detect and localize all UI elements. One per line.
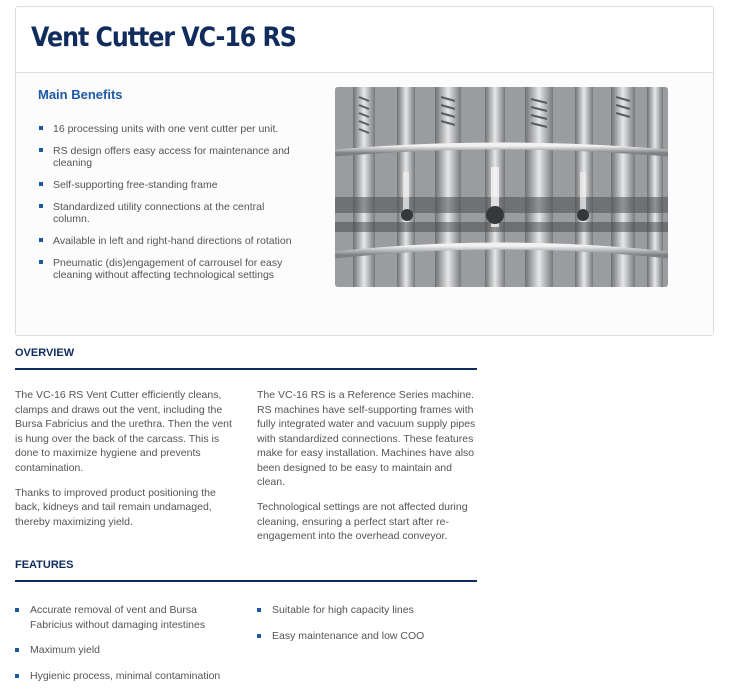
bullet-icon xyxy=(15,674,19,678)
benefit-item: Available in left and right-hand directions of rotation xyxy=(39,235,299,247)
bullet-icon xyxy=(39,126,43,130)
feature-item: Easy maintenance and low COO xyxy=(257,629,477,644)
features-divider xyxy=(15,580,477,582)
features-left-list xyxy=(15,603,225,694)
benefit-item: Self-supporting free-standing frame xyxy=(39,179,299,191)
overview-paragraph: Technological settings are not affected during cleaning, ensuring a perfect start after re-engagement into the overhead conveyor. xyxy=(257,501,468,542)
benefit-item: RS design offers easy access for maintenance and cleaning xyxy=(39,145,299,169)
card-header xyxy=(16,7,713,73)
features-right-list xyxy=(257,603,477,654)
bullet-icon xyxy=(15,648,19,652)
benefits-title: Main Benefits xyxy=(38,87,123,102)
overview-paragraph: Thanks to improved product positioning the back, kidneys and tail remain undamaged, thereby maximizing yield. xyxy=(15,486,216,528)
bullet-icon xyxy=(257,634,261,638)
overview-left-column xyxy=(15,388,235,540)
bullet-icon xyxy=(39,260,43,264)
feature-item: Hygienic process, minimal contamination xyxy=(15,669,225,684)
overview-paragraph: The VC-16 RS Vent Cutter efficiently cleans, clamps and draws out the vent, including the Bursa Fabricius and the urethra. Then the vent is hung over the back of the carcass. This is done to maximize hygiene and prevents contamination. xyxy=(15,389,232,474)
features-heading: FEATURES xyxy=(15,559,74,571)
feature-item: Suitable for high capacity lines xyxy=(257,603,477,618)
feature-item: Maximum yield xyxy=(15,643,225,658)
bullet-icon xyxy=(39,238,43,242)
overview-divider xyxy=(15,368,477,370)
machine-photo-graphic xyxy=(335,87,668,287)
product-card xyxy=(15,6,714,336)
benefit-item: 16 processing units with one vent cutter per unit. xyxy=(39,123,299,135)
bullet-icon xyxy=(39,182,43,186)
benefit-item: Standardized utility connections at the central column. xyxy=(39,201,299,225)
overview-paragraph: The VC-16 RS is a Reference Series machine. RS machines have self-supporting frames with fully integrated water and vacuum supply pipes with standardized connections. These features make for easy installation. Machines have also been designed to be easy to maintain and clean. xyxy=(257,389,476,488)
overview-right-column xyxy=(257,388,477,554)
bullet-icon xyxy=(39,148,43,152)
overview-heading: OVERVIEW xyxy=(15,347,75,359)
benefits-list xyxy=(39,123,299,291)
bullet-icon xyxy=(39,204,43,208)
machine-photo xyxy=(335,87,668,287)
bullet-icon xyxy=(257,608,261,612)
card-body xyxy=(16,73,713,335)
page-title: Vent Cutter VC-16 RS xyxy=(31,22,296,53)
benefit-item: Pneumatic (dis)engagement of carrousel for easy cleaning without affecting technological settings xyxy=(39,257,299,281)
bullet-icon xyxy=(15,608,19,612)
feature-item: Accurate removal of vent and Bursa Fabricius without damaging intestines xyxy=(15,603,225,632)
